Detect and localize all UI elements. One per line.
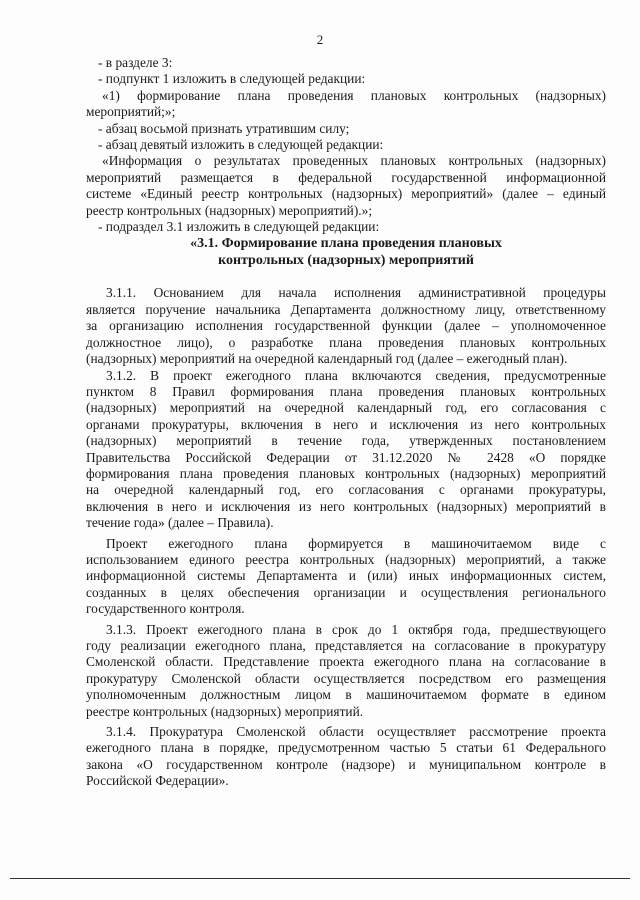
text-line: уполномоченным должностным лицом в машиночитаемом формате в едином bbox=[86, 687, 606, 703]
text-line: формирования плана проведения плановых контрольных (надзорных) мероприятий bbox=[86, 465, 606, 481]
text-line: системе «Единый реестр контрольных (надзорных) мероприятий» (далее – единый bbox=[86, 186, 606, 202]
text-line: за организацию исполнения государственной функции (далее – уполномоченное bbox=[86, 318, 606, 334]
text-line: (надзорных) мероприятий в течение года, утвержденных постановлением bbox=[86, 433, 606, 449]
text-line: Проект ежегодного плана формируется в машиночитаемом виде с bbox=[106, 535, 606, 551]
text-line: (надзорных) мероприятий на очередной календарный год, его согласования с bbox=[86, 400, 606, 416]
text-line: 3.1.1. Основанием для начала исполнения административной процедуры bbox=[106, 285, 606, 301]
heading-line: «3.1. Формирование плана проведения плановых bbox=[190, 236, 502, 252]
text-line: должностное лицо), о разработке плана проведения плановых контрольных bbox=[86, 334, 606, 350]
text-line: мероприятий;»; bbox=[86, 104, 176, 120]
text-line: «Информация о результатах проведенных плановых контрольных (надзорных) bbox=[102, 153, 606, 169]
text-line: является поручение начальника Департамента должностному лицу, ответственному bbox=[86, 301, 606, 317]
text-line: Смоленской области. Представление проекта ежегодного плана на согласование в bbox=[86, 654, 606, 670]
paragraph-3-1-1 bbox=[86, 285, 606, 367]
text-line: государственного контроля. bbox=[86, 601, 245, 617]
text-line: Российской Федерации». bbox=[86, 773, 229, 789]
text-line: созданных в целях обеспечения организации и осуществления регионального bbox=[86, 584, 606, 600]
text-line: реестре контрольных (надзорных) мероприятий. bbox=[86, 703, 364, 719]
paragraph-3-1-2 bbox=[86, 368, 606, 532]
text-line: органами прокуратуры, включения в него и исключения из него контрольных bbox=[86, 416, 606, 432]
text-line: - в разделе 3: bbox=[98, 55, 173, 70]
text-line: течение года» (далее – Правила). bbox=[86, 515, 274, 531]
page-bottom-divider bbox=[10, 878, 630, 879]
text-line: - абзац девятый изложить в следующей редакции: bbox=[98, 137, 384, 153]
text-line: 3.1.4. Прокуратура Смоленской области осуществляет рассмотрение проекта bbox=[106, 724, 606, 740]
page-number: 2 bbox=[316, 32, 324, 47]
text-line: включения в него и исключения из него контрольных (надзорных) мероприятий в bbox=[86, 498, 606, 514]
text-line: «1) формирование плана проведения плановых контрольных (надзорных) bbox=[102, 87, 606, 103]
text-line: - подпункт 1 изложить в следующей редакции: bbox=[98, 71, 366, 87]
text-line: закона «О государственном контроле (надзоре) и муниципальном контроле в bbox=[86, 756, 606, 772]
text-line: 3.1.3. Проект ежегодного плана в срок до 1 октября года, предшествующего bbox=[106, 621, 606, 637]
text-line: - абзац восьмой признать утратившим силу; bbox=[98, 120, 350, 136]
text-line: информационной системы Департамента и (или) иных информационных систем, bbox=[86, 568, 606, 584]
text-line: использованием единого реестра контрольных (надзорных) мероприятий, а также bbox=[86, 551, 606, 567]
text-line: году реализации ежегодного плана, представляется на согласование в прокуратуру bbox=[86, 638, 606, 653]
text-line: мероприятий размещается в федеральной государственной информационной bbox=[86, 169, 606, 185]
heading-line: контрольных (надзорных) мероприятий bbox=[218, 253, 474, 269]
text-line: 3.1.2. В проект ежегодного плана включаются сведения, предусмотренные bbox=[106, 367, 606, 383]
document-body bbox=[86, 55, 606, 790]
text-line: - подраздел 3.1 изложить в следующей редакции: bbox=[98, 219, 380, 235]
text-line: прокуратуру Смоленской области осуществляется посредством его размещения bbox=[86, 670, 606, 686]
paragraph-3-1-4 bbox=[86, 724, 606, 790]
paragraph-project-form bbox=[86, 536, 606, 618]
text-line: Правительства Российской Федерации от 31.12.2020 № 2428 «О порядке bbox=[86, 449, 606, 465]
text-line: ежегодного плана в порядке, предусмотренном частью 5 статьи 61 Федерального bbox=[86, 740, 606, 756]
section-heading bbox=[86, 235, 606, 269]
text-line: на очередной календарный год, его согласования с органами прокуратуры, bbox=[86, 482, 606, 498]
text-line: (надзорных) мероприятий на очередной календарный год (далее – ежегодный план). bbox=[86, 351, 568, 367]
paragraph-3-1-3 bbox=[86, 622, 606, 720]
text-line: пунктом 8 Правил формирования плана проведения плановых контрольных bbox=[86, 383, 606, 399]
text-line: реестр контрольных (надзорных) мероприятий).»; bbox=[86, 202, 373, 218]
